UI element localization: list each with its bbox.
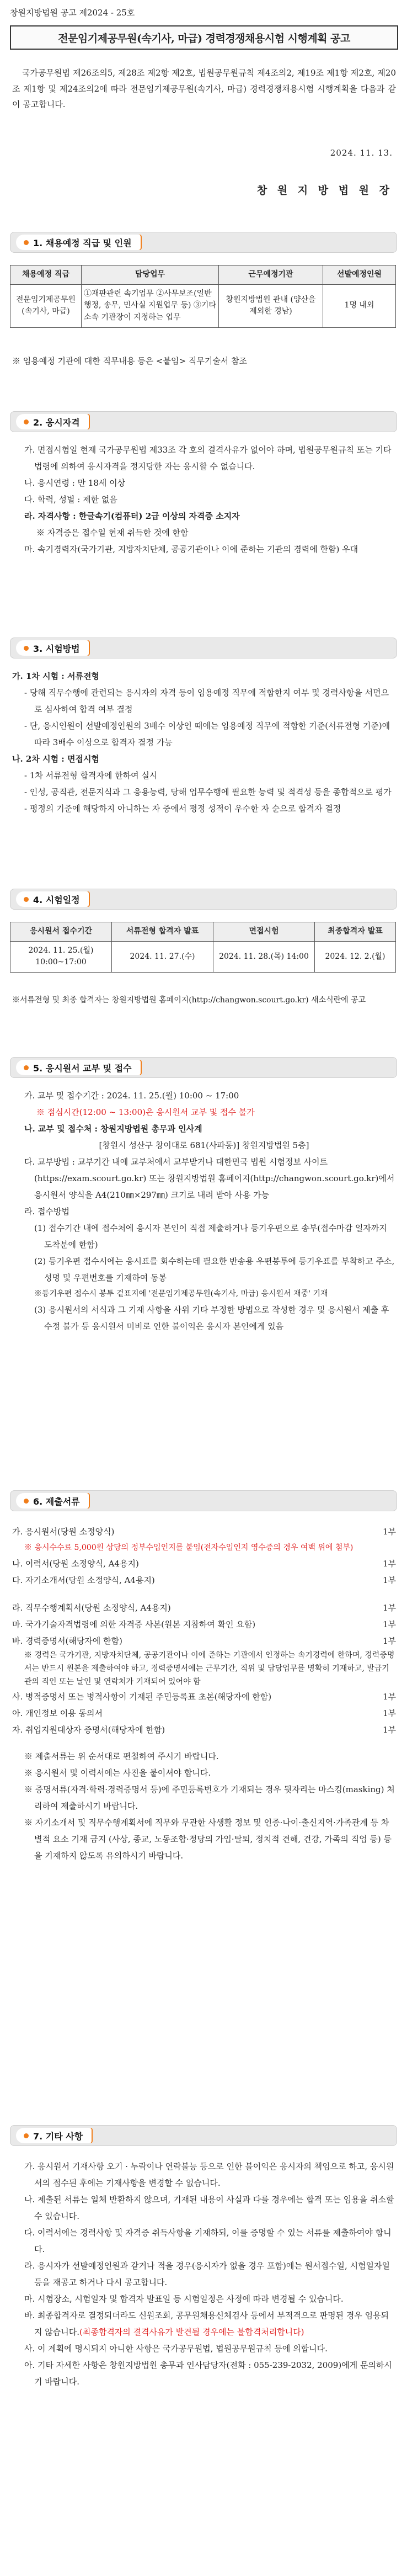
section-7-title: 7. 기타 사항	[33, 2131, 83, 2142]
recruit-table	[10, 265, 396, 328]
s5-list	[12, 1087, 396, 1335]
item-qty: 1부	[382, 1725, 396, 1735]
list-item	[12, 1616, 396, 1633]
s3-p1a: - 당해 직무수행에 관련되는 응시자의 자격 등이 임용예정 직무에 적합한지 여부 및 경력사항을 서면으로 심사하여 합격 여부 결정	[24, 688, 389, 714]
item-text: 마. 국가기술자격법령에 의한 자격증 사본(원본 지참하여 확인 요함)	[12, 1619, 256, 1629]
s2-da: 다. 학력, 성별 : 제한 없음	[24, 495, 117, 504]
s1-note: ※ 임용예정 기관에 대한 직무내용 등은 <붙임> 직무기술서 참조	[12, 356, 248, 366]
s6-notes	[12, 1748, 396, 1864]
s3-p1b: - 단, 응시인원이 선발예정인원의 3배수 이상인 때에는 임용예정 직무에 적합한 기준(서류전형 기준)에 따라 3배수 이상으로 합격자 결정 가능	[24, 721, 390, 747]
s3-p2b: - 인성, 공직관, 전문지식과 그 응용능력, 당해 업무수행에 필요한 능력 및 적격성 등을 종합적으로 평가	[24, 787, 392, 797]
list-item	[12, 1600, 396, 1616]
s2-ga: 가. 면접시험일 현재 국가공무원법 제33조 각 호의 결격사유가 없어야 하며, 법원공무원규칙 또는 기타 법령에 의하여 응시자격을 정지당한 자는 응시할 수 없습니다.	[24, 445, 392, 471]
section-1-label	[16, 235, 141, 250]
section-5-label	[16, 1060, 141, 1075]
section-2-label	[16, 414, 89, 429]
col-interview: 면접시험	[213, 922, 315, 942]
s5-da: 다. 교부방법 : 교부기간 내에 교부처에서 교부받거나 대한민국 법원 시험정보 사이트(https://exam.scourt.go.kr) 또는 창원지방법원 홈페이지(http://changwon.scourt.go.kr)에서 응시원서 양식을 A4(210㎜×297㎜) 크기로 내려 받아 사용 가능	[24, 1157, 395, 1200]
list-item	[12, 1523, 396, 1540]
s2-ma: 마. 속기경력자(국가기관, 지방자치단체, 공공기관이나 이에 준하는 기관의 경력에 한함) 우대	[24, 544, 358, 554]
section-3-title: 3. 시험방법	[33, 643, 80, 654]
s5-na: 나. 교부 및 접수처 : 창원지방법원 총무과 인사계	[24, 1124, 202, 1134]
s3-p2: 나. 2차 시험 : 면접시험	[12, 754, 100, 764]
list-item	[12, 1705, 396, 1722]
bullet-icon	[24, 419, 29, 424]
section-2-title: 2. 응시자격	[33, 417, 80, 428]
list-item	[12, 1633, 396, 1649]
section-1-header	[10, 232, 397, 253]
section-1-title: 1. 채용예정 직급 및 인원	[33, 237, 132, 248]
s7-item-2: 다. 이력서에는 경력사항 및 자격증 취득사항을 기재하되, 이를 증명할 수 있는 서류를 제출하여야 합니다.	[24, 2228, 392, 2254]
item-text: 나. 이력서(당원 소정양식, A4용지)	[12, 1559, 139, 1569]
section-5-header	[10, 1057, 397, 1078]
section-3-header	[10, 638, 397, 658]
s6-note-1: ※ 응시원서 및 이력서에는 사진을 붙이셔야 합니다.	[24, 1768, 211, 1778]
col-duties: 담당업무	[82, 265, 219, 285]
cell-grade: 전문임기제공무원 (속기사, 마급)	[10, 284, 82, 327]
s7-item-5-wrap	[12, 2307, 396, 2340]
s6-note-0: ※ 제출서류는 위 순서대로 편철하여 주시기 바랍니다.	[24, 1751, 219, 1762]
cell-interview: 2024. 11. 28.(목) 14:00	[213, 941, 315, 972]
item-qty: 1부	[382, 1692, 396, 1702]
s7-item-7: 아. 기타 자세한 사항은 창원지방법원 총무과 인사담당자(전화 : 055-239-2032, 2009)에게 문의하시기 바랍니다.	[24, 2360, 392, 2387]
section-6-title: 6. 제출서류	[33, 1496, 80, 1507]
table-row	[10, 941, 396, 972]
item-text: 가. 응시원서(당원 소정양식)	[12, 1527, 115, 1537]
table-row	[10, 284, 396, 327]
section-5-title: 5. 응시원서 교부 및 접수	[33, 1063, 132, 1074]
s5-ra2: (2) 등기우편 접수시에는 응시표를 회수하는데 필요한 반송용 우편봉투에 등기우표를 부착하고 주소, 성명 및 우편번호를 기재하여 동봉	[34, 1256, 395, 1283]
s6-note-3: ※ 자기소개서 및 직무수행계획서에 직무와 무관한 사생활 정보 및 인종·나이·출신지역·가족관계 등 차별적 요소 기재 금지 (사상, 종교, 노동조합·정당의 가입·탈퇴, 정치적 견해, 건강, 가족의 직업 등) 등을 기재하지 않도록 유의하시기 바랍니다.	[24, 1818, 392, 1861]
notice-title: 전문임기제공무원(속기사, 마급) 경력경쟁채용시험 시행계획 공고	[10, 25, 398, 50]
list-item	[12, 1649, 396, 1688]
cell-doc-result: 2024. 11. 27.(수)	[112, 941, 213, 972]
section-6-label	[16, 1493, 89, 1509]
s5-ra3: (3) 응시원서의 서식과 그 기재 사항을 사위 기타 부정한 방법으로 작성한 경우 및 응시원서 제출 후 수정 불가 등 응시원서 미비로 인한 불이익은 응시자 본인에게 있음	[34, 1305, 389, 1331]
bullet-icon	[24, 2133, 29, 2138]
s7-red-tail: (최종합격자의 결격사유가 발견될 경우에는 불합격처리합니다)	[79, 2327, 304, 2337]
item-qty: 1부	[382, 1603, 396, 1613]
issuer: 창 원 지 방 법 원 장	[256, 184, 393, 196]
s2-ra-note: ※ 자격증은 접수일 현재 취득한 것에 한함	[36, 528, 189, 538]
s7-item-6: 사. 이 계획에 명시되지 아니한 사항은 국가공무원법, 법원공무원규칙 등에 의합니다.	[24, 2344, 328, 2354]
s7-item-1: 나. 제출된 서류는 일체 반환하지 않으며, 기재된 내용이 사실과 다를 경우에는 합격 또는 임용을 취소할 수 있습니다.	[24, 2195, 394, 2221]
section-6-header	[10, 1490, 397, 1511]
cell-apply: 2024. 11. 25.(월) 10:00~17:00	[10, 941, 112, 972]
intro-paragraph: 국가공무원법 제26조의5, 제28조 제2항 제2호, 법원공무원규칙 제4조의2, 제19조 제1항 제2호, 제20조 제1항 및 제24조의2에 따라 전문임기제공무원(속기사, 마급) 경력경쟁채용시험 시행계획을 다음과 같이 공고합니다.	[12, 68, 396, 109]
s5-ra1: (1) 접수기간 내에 접수처에 응시자 본인이 직접 제출하거나 등기우편으로 송부(접수마감 일자까지 도착분에 한함)	[34, 1223, 387, 1250]
item-text: 아. 개인정보 이용 동의서	[12, 1708, 103, 1719]
item-text: ※ 응시수수료 5,000원 상당의 정부수입인지를 붙임(전자수입인지 영수증의 경우 여백 위에 첨부)	[24, 1543, 354, 1552]
col-grade: 채용예정 직급	[10, 265, 82, 285]
s3-p2c: - 평정의 기준에 해당하지 아니하는 자 중에서 평정 성적이 우수한 자 순으로 합격자 결정	[24, 804, 341, 814]
s3-list	[12, 668, 396, 817]
cell-count: 1명 내외	[323, 284, 396, 327]
section-4-header	[10, 889, 397, 910]
list-item	[12, 1688, 396, 1705]
list-item	[12, 1722, 396, 1738]
s7-item-3: 라. 응시자가 선발예정인원과 같거나 적을 경우(응시자가 없을 경우 포함)에는 원서접수일, 시험일자일 등을 재공고 하거나 다시 공고합니다.	[24, 2261, 390, 2287]
item-qty: 1부	[382, 1559, 396, 1569]
col-place: 근무예정기관	[219, 265, 323, 285]
bullet-icon	[24, 897, 29, 902]
list-item	[12, 1572, 396, 1589]
section-7-label	[16, 2128, 92, 2143]
col-apply: 응시원서 접수기간	[10, 922, 112, 942]
col-doc-result: 서류전형 합격자 발표	[112, 922, 213, 942]
item-text: 자. 취업지원대상자 증명서(해당자에 한함)	[12, 1725, 165, 1735]
section-4-label	[16, 891, 89, 907]
notice-number: 창원지방법원 공고 제2024 - 25호	[10, 8, 135, 18]
s5-na-addr: [창원시 성산구 창이대로 681(사파동)] 창원지방법원 5층]	[99, 1140, 309, 1150]
bullet-icon	[24, 1499, 29, 1504]
item-text: 라. 직무수행계획서(당원 소정양식, A4용지)	[12, 1603, 171, 1613]
s5-ga: 가. 교부 및 접수기간 : 2024. 11. 25.(월) 10:00 ~ 17:00	[24, 1091, 239, 1101]
s6-list	[12, 1523, 396, 1864]
bullet-icon	[24, 240, 29, 245]
notice-date: 2024. 11. 13.	[330, 148, 393, 158]
s3-p1: 가. 1차 시험 : 서류전형	[12, 671, 100, 681]
item-text: 바. 경력증명서(해당자에 한함)	[12, 1636, 122, 1646]
list-item	[12, 1540, 396, 1555]
bullet-icon	[24, 1065, 29, 1070]
s4-note: ※서류전형 및 최종 합격자는 창원지방법원 홈페이지(http://changwon.scourt.go.kr) 새소식란에 공고	[12, 996, 366, 1005]
s7-item-0: 가. 응시원서 기재사항 오기 · 누락이나 연락불능 등으로 인한 불이익은 응시자의 책임으로 하고, 응시원서의 접수된 후에는 기재사항을 변경할 수 없습니다.	[24, 2161, 394, 2188]
item-text: 사. 병적증명서 또는 병적사항이 기재된 주민등록표 초본(해당자에 한함)	[12, 1692, 272, 1702]
s7-list	[12, 2158, 396, 2390]
s2-na: 나. 응시연령 : 만 18세 이상	[24, 478, 126, 488]
s3-p2a: - 1차 서류전형 합격자에 한하여 실시	[24, 771, 158, 780]
s6-note-2: ※ 증명서류(자격·학력·경력증명서 등)에 주민등록번호가 기재되는 경우 뒷자리는 마스킹(masking) 처리하여 제출하시기 바랍니다.	[24, 1784, 395, 1812]
s5-ra: 라. 접수방법	[24, 1207, 69, 1217]
section-3-label	[16, 640, 89, 656]
cell-final: 2024. 12. 2.(월)	[315, 941, 396, 972]
s7-item-5: 바. 최종합격자로 결정되더라도 신원조회, 공무원채용신체검사 등에서 부적격으로 판명된 경우 임용되지 않습니다.	[24, 2311, 389, 2337]
item-qty: 1부	[382, 1575, 396, 1585]
item-qty: 1부	[382, 1619, 396, 1629]
cell-duties: ①재판관련 속기업무 ②사무보조(일반행정, 송무, 민사실 지원업무 등) ③기타 소속 기관장이 지정하는 업무	[82, 284, 219, 327]
item-qty: 1부	[382, 1708, 396, 1719]
section-4-title: 4. 시험일정	[33, 894, 80, 905]
s7-item-4: 마. 시험장소, 시험일자 및 합격자 발표일 등 시험일정은 사정에 따라 변경될 수 있습니다.	[24, 2294, 344, 2304]
s2-list	[12, 442, 396, 557]
item-qty: 1부	[382, 1636, 396, 1646]
section-7-header	[10, 2125, 397, 2146]
s5-ra2-note: ※등기우편 접수시 봉투 겉표지에 '전문임기제공무원(속기사, 마급) 응시원서 재중' 기재	[34, 1289, 328, 1298]
section-2-header	[10, 411, 397, 432]
list-item	[12, 1555, 396, 1572]
s2-ra: 라. 자격사항 : 한글속기(컴퓨터) 2급 이상의 자격증 소지자	[24, 511, 240, 521]
s5-ga-note: ※ 점심시간(12:00 ~ 13:00)은 응시원서 교부 및 접수 불가	[36, 1107, 255, 1117]
item-text: ※ 경력은 국가기관, 지방자치단체, 공공기관이나 이에 준하는 기관에서 인정하는 속기경력에 한하며, 경력증명서는 반드시 원본을 제출하여야 하고, 경력증명서에는 근무기간, 직위 및 담당업무를 명확히 기재하고, 발급기관의 직인 또는 날인 및 연락처가 기재되어 있어야 함	[24, 1651, 395, 1686]
item-text: 다. 자기소개서(당원 소정양식, A4용지)	[12, 1575, 155, 1585]
col-count: 선발예정인원	[323, 265, 396, 285]
bullet-icon	[24, 646, 29, 651]
item-qty: 1부	[382, 1527, 396, 1537]
schedule-table	[10, 922, 396, 973]
cell-place: 창원지방법원 관내 (양산을 제외한 경남)	[219, 284, 323, 327]
col-final: 최종합격자 발표	[315, 922, 396, 942]
